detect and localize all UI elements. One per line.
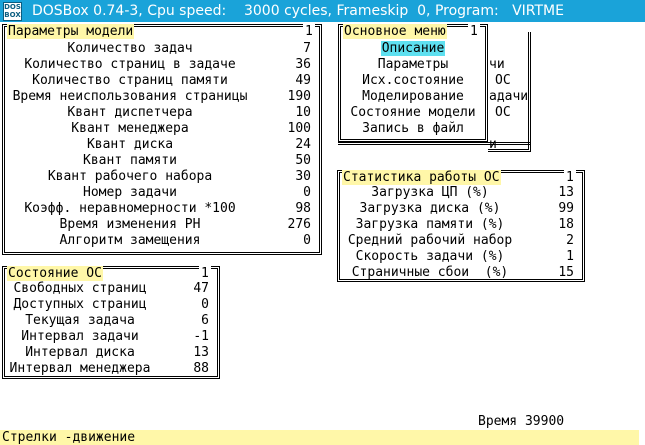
os-state-value: 0: [201, 297, 209, 312]
model-parameter-row: [5, 121, 319, 137]
model-parameter-value: 7: [303, 41, 311, 56]
os-statistics-page-number: 1: [566, 170, 574, 185]
main-menu-item[interactable]: [341, 57, 485, 73]
os-statistic-value: 1: [566, 249, 574, 264]
os-state-title: Состояние ОС: [8, 266, 102, 281]
os-state-row: [5, 345, 217, 361]
os-statistic-row: [340, 233, 582, 249]
os-statistic-value: 13: [558, 185, 574, 200]
main-menu-item-label: Запись в файл: [362, 121, 464, 136]
os-state-row: [5, 281, 217, 297]
os-statistic-value: 18: [558, 217, 574, 232]
main-menu-item-label: Состояние модели: [350, 105, 476, 120]
os-state-label: Свободных страниц: [13, 281, 147, 296]
os-statistic-value: 2: [566, 233, 574, 248]
model-parameter-row: [5, 89, 319, 105]
os-statistic-value: 99: [558, 201, 574, 216]
window-title: DOSBox 0.74-3, Cpu speed: 3000 cycles, Frameskip 0, Program: VIRTME: [32, 3, 564, 19]
os-statistic-row: [340, 201, 582, 217]
model-parameters-title: Параметры модели: [8, 24, 134, 39]
os-statistics-title: Статистика работы ОС: [343, 170, 500, 185]
background-text-fragment: адачи: [489, 89, 529, 104]
main-menu-title: Основное меню: [344, 24, 446, 39]
model-parameter-row: [5, 105, 319, 121]
main-menu-item[interactable]: [341, 121, 485, 137]
background-text-fragment: и: [489, 137, 497, 152]
model-parameter-value: 0: [303, 233, 311, 248]
model-parameter-value: 30: [295, 169, 311, 184]
main-menu-item[interactable]: [341, 105, 485, 121]
model-parameter-label: Количество страниц в задаче: [24, 57, 236, 72]
dos-screen: [0, 22, 645, 445]
os-statistic-label: Средний рабочий набор: [347, 233, 513, 248]
status-bar: Стрелки -движение: [0, 430, 639, 445]
main-menu-item[interactable]: [341, 89, 485, 105]
os-state-label: Текущая задача: [25, 313, 135, 328]
model-parameter-row: [5, 137, 319, 153]
model-parameter-value: 0: [303, 185, 311, 200]
model-parameter-label: Квант менеджера: [71, 121, 189, 136]
dosbox-icon: DOS BOX: [4, 3, 21, 19]
model-parameter-value: 50: [295, 153, 311, 168]
model-parameter-value: 24: [295, 137, 311, 152]
model-parameter-row: [5, 217, 319, 233]
model-parameter-row: [5, 233, 319, 249]
model-parameter-label: Квант диска: [86, 137, 174, 152]
model-parameter-label: Время неиспользования страницы: [12, 89, 248, 104]
os-statistic-label: Загрузка диска (%): [359, 201, 501, 216]
main-menu-panel: [338, 24, 488, 142]
os-state-row: [5, 313, 217, 329]
os-state-page-number: 1: [201, 266, 209, 281]
os-state-value: 13: [193, 345, 209, 360]
os-state-label: Интервал задачи: [21, 329, 139, 344]
menu-shadow-frame: [488, 32, 531, 152]
model-parameter-label: Квант диспетчера: [67, 105, 193, 120]
model-parameter-row: [5, 41, 319, 57]
main-menu-item-label: Моделирование: [362, 89, 464, 104]
background-text-fragment: чи: [489, 57, 505, 72]
os-statistic-row: [340, 217, 582, 233]
model-parameters-page-number: 1: [305, 24, 313, 39]
model-parameter-label: Коэфф. неравномерности *100: [24, 201, 236, 216]
model-parameter-row: [5, 185, 319, 201]
main-menu-item-label: Исх.состояние: [362, 73, 464, 88]
background-text-fragment: ОС: [495, 73, 511, 88]
model-parameter-label: Алгоритм замещения: [59, 233, 201, 248]
model-parameter-label: Номер задачи: [83, 185, 177, 200]
model-parameter-label: Количество задач: [67, 41, 193, 56]
os-state-label: Доступных страниц: [13, 297, 147, 312]
os-statistics-panel: [337, 170, 585, 282]
os-state-value: -1: [193, 329, 209, 344]
os-state-value: 88: [193, 361, 209, 376]
os-state-value: 6: [201, 313, 209, 328]
os-statistic-row: [340, 249, 582, 265]
main-menu-item[interactable]: [341, 41, 485, 57]
model-parameters-panel: [2, 24, 322, 255]
os-state-row: [5, 297, 217, 313]
model-parameter-row: [5, 169, 319, 185]
menu-shadow-line: [338, 142, 530, 145]
os-statistic-row: [340, 265, 582, 281]
model-parameter-row: [5, 57, 319, 73]
model-parameter-label: Количество страниц памяти: [32, 73, 228, 88]
model-parameter-label: Квант памяти: [83, 153, 177, 168]
model-parameter-row: [5, 73, 319, 89]
model-parameter-row: [5, 153, 319, 169]
model-parameter-value: 49: [295, 73, 311, 88]
model-parameter-value: 98: [295, 201, 311, 216]
os-state-row: [5, 361, 217, 377]
simulation-time: Время 39900: [478, 414, 565, 429]
model-parameter-row: [5, 201, 319, 217]
os-state-label: Интервал диска: [25, 345, 135, 360]
os-statistic-label: Загрузка памяти (%): [355, 217, 505, 232]
main-menu-item-label: Параметры: [377, 57, 449, 72]
os-state-label: Интервал менеджера: [9, 361, 151, 376]
os-statistic-value: 15: [558, 265, 574, 280]
model-parameter-value: 36: [295, 57, 311, 72]
os-statistic-label: Страничные сбои (%): [351, 265, 509, 280]
model-parameter-value: 10: [295, 105, 311, 120]
main-menu-item[interactable]: [341, 73, 485, 89]
os-statistic-row: [340, 185, 582, 201]
os-statistic-label: Загрузка ЦП (%): [371, 185, 489, 200]
model-parameter-value: 190: [287, 89, 311, 104]
main-menu-item-label: Описание: [381, 41, 445, 56]
os-state-value: 47: [193, 281, 209, 296]
background-text-fragment: ОС: [495, 105, 511, 120]
model-parameter-label: Время изменения РН: [59, 217, 201, 232]
os-state-panel: [2, 266, 220, 379]
os-state-row: [5, 329, 217, 345]
window-titlebar: [0, 0, 645, 22]
main-menu-page-number: 1: [470, 24, 478, 39]
model-parameter-label: Квант рабочего набора: [47, 169, 213, 184]
os-statistic-label: Скорость задачи (%): [355, 249, 505, 264]
model-parameter-value: 100: [287, 121, 311, 136]
model-parameter-value: 276: [287, 217, 311, 232]
